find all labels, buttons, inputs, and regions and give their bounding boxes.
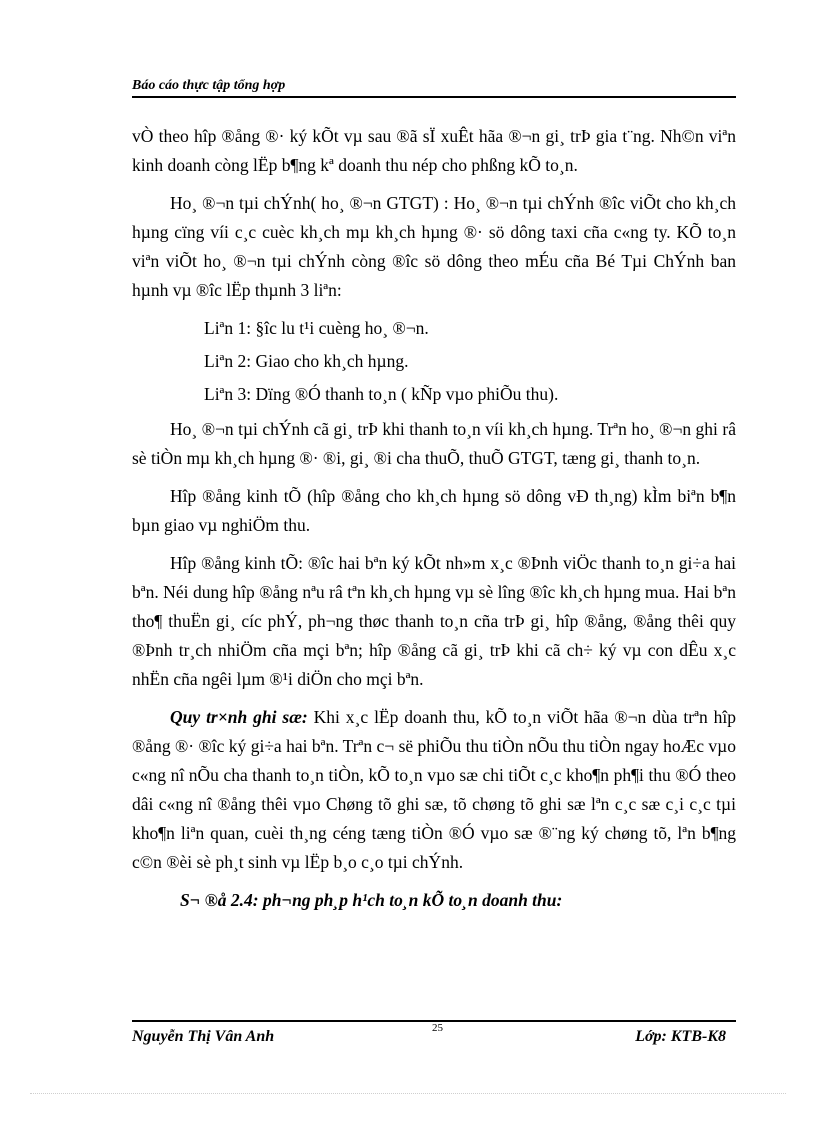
paragraph-1: vÒ theo hîp ®ång ®· ký kÕt vµ sau ®ã sÏ xuÊt hãa ®¬n gi¸ trÞ gia t¨ng. Nh©n viªn kinh doanh còng lËp b¶ng kª doanh thu nép cho phßng kÕ to¸n.	[132, 126, 736, 175]
footer-author: Nguyễn Thị Vân Anh	[132, 1028, 275, 1045]
paragraph-2: Ho¸ ®¬n tµi chÝnh( ho¸ ®¬n GTGT) : Ho¸ ®¬n tµi chÝnh ®îc viÕt cho kh¸ch hµng cïng víi c¸c cuèc kh¸ch mµ kh¸ch hµng ®· sö dông taxi cña c«ng ty. KÕ to¸n viªn viÕt ho¸ ®¬n tµi chÝnh còng ®îc sö dông theo mÉu cña Bé Tµi ChÝnh ban hµnh vµ ®îc lËp thµnh 3 liªn:	[132, 193, 736, 300]
diagram-title: S¬ ®å 2.4: ph¬ng ph¸p h¹ch to¸n kÕ to¸n doanh thu:	[180, 890, 563, 910]
paragraph-4: Hîp ®ång kinh tÕ (hîp ®ång cho kh¸ch hµng sö dông vÐ th¸ng) kÌm biªn b¶n bµn giao vµ nghiÖm thu.	[132, 486, 736, 535]
paragraph-6	[132, 703, 736, 877]
document-body	[132, 122, 736, 915]
list-item: Liªn 2: Giao cho kh¸ch hµng.	[204, 351, 409, 371]
footer-class: Lớp: KTB-K8	[635, 1028, 726, 1045]
list-item: Liªn 3: Dïng ®Ó thanh to¸n ( kÑp vµo phiÕu thu).	[204, 384, 559, 404]
header-title: Báo cáo thực tập tổng hợp	[132, 78, 286, 93]
paragraph-6-text: Khi x¸c lËp doanh thu, kÕ to¸n viÕt hãa ®¬n dùa trªn hîp ®ång ®· ®îc ký gi÷a hai bªn. Trªn c¬ së phiÕu thu tiÒn nÕu thu tiÒn ngay hoÆc vµo c«ng nî nÕu cha thanh to¸n tiÒn, kÕ to¸n vµo sæ chi tiÕt c¸c kho¶n ph¶i thu ®Ó theo dâi c«ng nî ®ång thêi vµo Chøng tõ ghi sæ, tõ chøng tõ ghi sæ lªn c¸c sæ c¸i c¸c tµi kho¶n liªn quan, cuèi th¸ng céng tæng tiÒn ®Ó vµo sæ ®¨ng ký chøng tõ, lªn b¶ng c©n ®èi sè ph¸t sinh vµ lËp b¸o c¸o tµi chÝnh.	[132, 707, 736, 872]
paragraph-3: Ho¸ ®¬n tµi chÝnh cã gi¸ trÞ khi thanh to¸n víi kh¸ch hµng. Trªn ho¸ ®¬n ghi râ sè tiÒn mµ kh¸ch hµng ®· ®i, gi¸ ®i cha thuÕ, thuÕ GTGT, tæng gi¸ thanh to¸n.	[132, 419, 736, 468]
page-edge-divider	[30, 1093, 786, 1094]
page-number: 25	[432, 1022, 443, 1034]
paragraph-6-lead: Quy tr×nh ghi sæ:	[170, 707, 308, 727]
page-footer	[132, 1020, 736, 1050]
paragraph-5: Hîp ®ång kinh tÕ: ®îc hai bªn ký kÕt nh»m x¸c ®Þnh viÖc thanh to¸n gi÷a hai bªn. Néi dung hîp ®ång nªu râ tªn kh¸ch hµng vµ sè lîng ®îc kh¸ch hµng mua. Hai bªn tho¶ thuËn gi¸ cíc phÝ, ph¬ng thøc thanh to¸n cña trÞ gi¸ hîp ®ång, ®ång thêi quy ®Þnh tr¸ch nhiÖm cña mçi bªn; hîp ®ång cã gi¸ trÞ khi cã ch÷ ký vµ con dÊu x¸c nhËn cña ngêi lµm ®¹i diÖn cho mçi bªn.	[132, 553, 736, 689]
page-header	[132, 76, 736, 98]
list-item: Liªn 1: §îc lu t¹i cuèng ho¸ ®¬n.	[204, 318, 429, 338]
